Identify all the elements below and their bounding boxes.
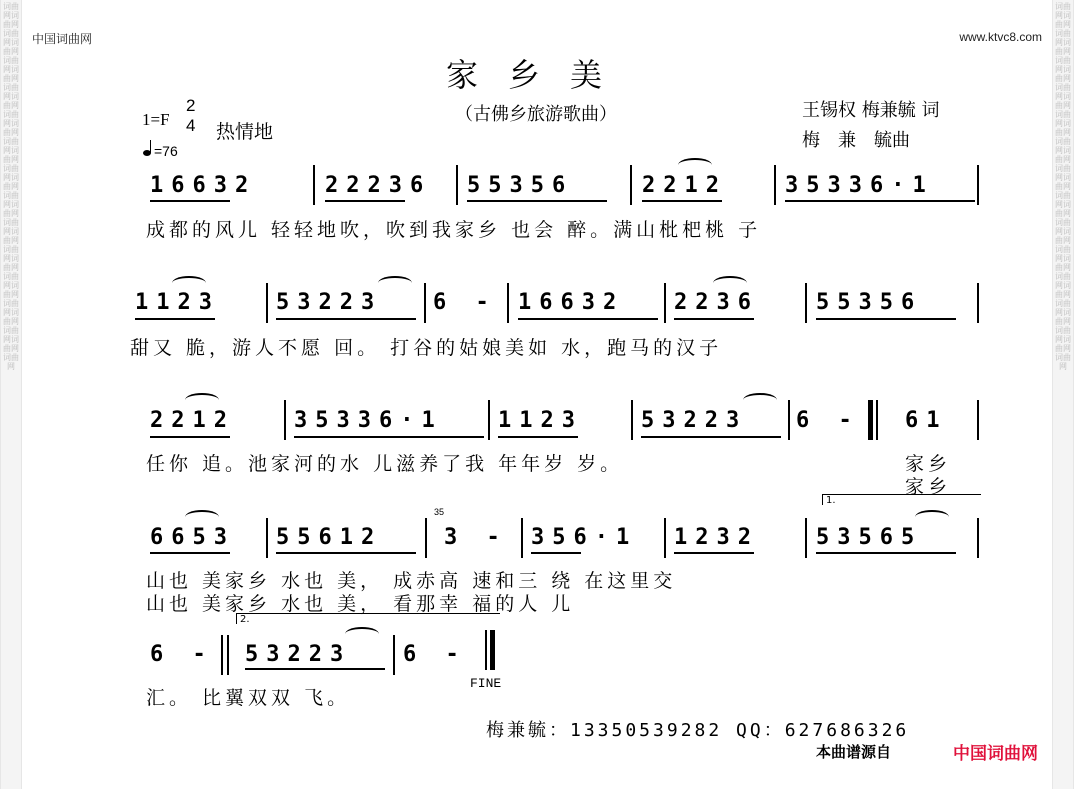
- underline-beam: [150, 436, 230, 438]
- underline-beam: [674, 318, 754, 320]
- song-title: 家乡美: [446, 56, 633, 94]
- notes-segment: 6 -: [796, 408, 860, 433]
- underline-beam: [641, 436, 781, 438]
- notes-segment: 35336·1: [785, 173, 934, 198]
- repeat-end-bar-thick: [227, 635, 229, 675]
- notes-segment: 2212: [150, 408, 235, 433]
- underline-beam: [325, 200, 405, 202]
- bar-line: [774, 165, 776, 205]
- notes-segment: 3 -: [444, 525, 508, 550]
- source-label: 本曲谱源自: [816, 743, 892, 761]
- bar-line: [507, 283, 509, 323]
- quarter-note-icon: [143, 150, 151, 156]
- bar-line: [456, 165, 458, 205]
- underline-beam: [518, 318, 658, 320]
- expression-mark: 热情地: [216, 121, 274, 143]
- underline-beam: [135, 318, 215, 320]
- notes-segment: 16632: [150, 173, 257, 198]
- bar-line: [424, 283, 426, 323]
- repeat-start-thin-bar: [876, 400, 878, 440]
- underline-beam: [816, 318, 956, 320]
- volta-bracket-1: 1.: [822, 494, 981, 505]
- bar-line: [393, 635, 395, 675]
- underline-beam: [276, 552, 416, 554]
- refrain-words-verse2: 家乡: [905, 476, 952, 498]
- underline-beam: [245, 668, 385, 670]
- notes-segment: 1232: [674, 525, 759, 550]
- tie-arc: [713, 276, 747, 290]
- watermark-text: 词曲网词曲网词曲网词曲网词曲网词曲网词曲网词曲网词曲网词曲网词曲网词曲网词曲网词曲网词曲网词曲网词曲网词曲网词曲网词曲网词曲网词曲网词曲网词曲网词曲网词曲网词曲网: [3, 2, 19, 371]
- bar-line: [805, 283, 807, 323]
- notes-segment: 22236: [325, 173, 432, 198]
- grace-note: 35: [434, 507, 445, 517]
- lyrics-line-verse2: 山也 美家乡 水也 美， 看那幸 福的人 儿: [146, 593, 575, 615]
- repeat-start-bar: [868, 400, 873, 440]
- notes-segment: 2212: [642, 173, 727, 198]
- notes-segment: 35336·1: [294, 408, 443, 433]
- underline-beam: [785, 200, 975, 202]
- bar-line: [977, 165, 979, 205]
- source-site-link[interactable]: 中国词曲网: [953, 744, 1038, 764]
- bar-line: [977, 283, 979, 323]
- notes-segment: 6 -: [403, 642, 467, 667]
- authors-block: [802, 96, 939, 156]
- notes-segment: 1123: [498, 408, 583, 433]
- site-name-left[interactable]: 中国词曲网: [32, 32, 93, 46]
- refrain-words-verse1: 家乡: [905, 453, 952, 475]
- song-subtitle: （古佛乡旅游歌曲）: [455, 104, 617, 125]
- tie-arc: [743, 393, 777, 407]
- key-signature: 1=F: [142, 110, 170, 129]
- notes-segment: 53223: [276, 290, 383, 315]
- underline-beam: [276, 318, 416, 320]
- bar-line: [664, 518, 666, 558]
- final-bar-thick: [490, 630, 495, 670]
- lyrics-line: 甜又 脆，游人不愿 回。 打谷的姑娘美如 水，跑马的汉子: [130, 337, 723, 359]
- tie-arc: [378, 276, 412, 290]
- bar-line: [488, 400, 490, 440]
- meter-top: 2: [186, 96, 196, 115]
- meter-bottom: 4: [186, 116, 196, 135]
- composer-line: 梅 兼 毓曲: [802, 130, 910, 151]
- final-bar-thin: [485, 630, 487, 670]
- underline-beam: [467, 200, 607, 202]
- lyrics-line: 成都的风儿 轻轻地吹，吹到我家乡 也会 醉。满山枇杷桃 子: [146, 219, 762, 241]
- bar-line: [266, 283, 268, 323]
- bar-line: [788, 400, 790, 440]
- lyricist-line: 王锡权 梅兼毓 词: [802, 100, 940, 121]
- bar-line: [631, 400, 633, 440]
- notes-segment: 53223: [245, 642, 352, 667]
- bar-line: [521, 518, 523, 558]
- tie-arc: [678, 158, 712, 172]
- notes-segment: 1123: [135, 290, 220, 315]
- right-watermark-strip: [1052, 0, 1074, 789]
- tie-arc: [185, 510, 219, 524]
- bar-line: [630, 165, 632, 205]
- notes-segment: 61: [905, 408, 948, 433]
- underline-beam: [150, 200, 230, 202]
- time-signature: [186, 96, 195, 136]
- notes-segment: 53565: [816, 525, 923, 550]
- tie-arc: [915, 510, 949, 524]
- bar-line: [977, 400, 979, 440]
- left-watermark-strip: [0, 0, 22, 789]
- bar-line: [313, 165, 315, 205]
- volta-bracket-2: 2.: [236, 613, 500, 624]
- bar-line: [977, 518, 979, 558]
- tie-arc: [185, 393, 219, 407]
- underline-beam: [498, 436, 578, 438]
- underline-beam: [642, 200, 722, 202]
- tempo-mark: [143, 143, 178, 159]
- notes-segment: 2236: [674, 290, 759, 315]
- lyrics-line: 任你 追。池家河的水 儿滋养了我 年年岁 岁。: [146, 453, 624, 475]
- underline-beam: [531, 552, 581, 554]
- bar-line: [425, 518, 427, 558]
- composer-contact: 梅兼毓：13350539282 QQ：627686326: [486, 720, 910, 741]
- tie-arc: [345, 627, 379, 641]
- underline-beam: [294, 436, 484, 438]
- notes-segment: 6653: [150, 525, 235, 550]
- notes-segment: 16632: [518, 290, 625, 315]
- site-url-right[interactable]: www.ktvc8.com: [959, 30, 1042, 44]
- notes-segment: 53223: [641, 408, 748, 433]
- bar-line: [664, 283, 666, 323]
- notes-segment: 6 -: [150, 642, 214, 667]
- lyrics-line: 汇。 比翼双双 飞。: [146, 687, 351, 709]
- notes-segment: 55356: [467, 173, 574, 198]
- tie-arc: [172, 276, 206, 290]
- lyrics-line: 山也 美家乡 水也 美， 成赤高 速和三 绕 在这里交: [146, 570, 677, 592]
- watermark-text: 词曲网词曲网词曲网词曲网词曲网词曲网词曲网词曲网词曲网词曲网词曲网词曲网词曲网词曲网词曲网词曲网词曲网词曲网词曲网词曲网词曲网词曲网词曲网词曲网词曲网词曲网词曲网: [1055, 2, 1071, 371]
- notes-segment: 6 -: [433, 290, 497, 315]
- bar-line: [284, 400, 286, 440]
- repeat-end-bar: [221, 635, 223, 675]
- notes-segment: 356·1: [531, 525, 638, 550]
- bar-line: [805, 518, 807, 558]
- notes-segment: 55356: [816, 290, 923, 315]
- underline-beam: [816, 552, 956, 554]
- bar-line: [266, 518, 268, 558]
- tempo-value: =76: [154, 143, 178, 159]
- fine-mark: FINE: [470, 676, 502, 691]
- underline-beam: [674, 552, 754, 554]
- underline-beam: [150, 552, 230, 554]
- notes-segment: 55612: [276, 525, 383, 550]
